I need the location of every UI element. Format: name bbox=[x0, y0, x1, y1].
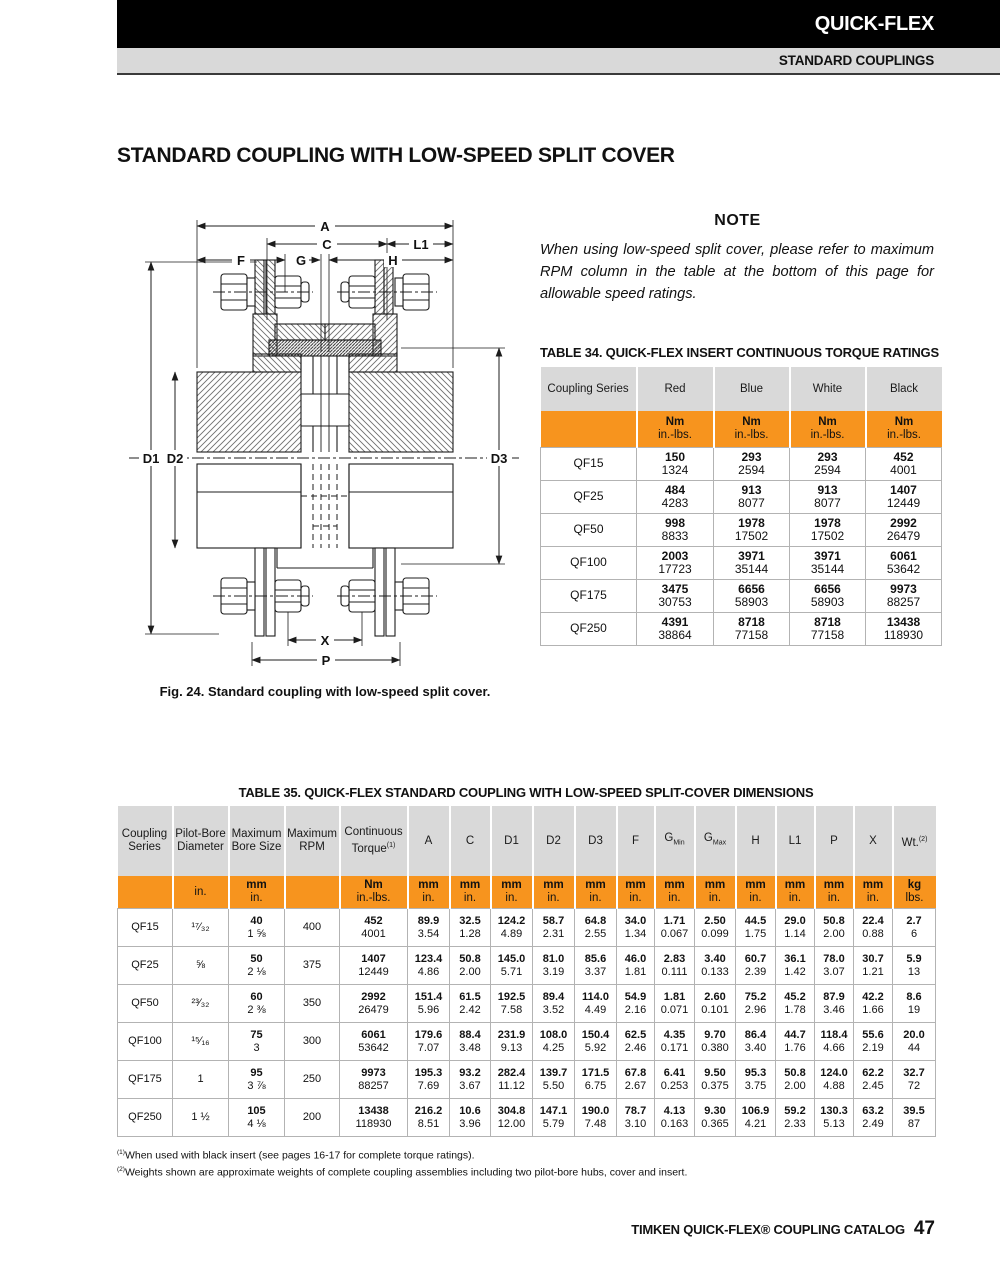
value-cell: 58.7 2.31 bbox=[533, 909, 575, 947]
value-cell: 30.7 1.21 bbox=[854, 947, 893, 985]
value-cell: 40 1 ⅝ bbox=[229, 909, 285, 947]
top-bolts bbox=[221, 274, 429, 310]
value-cell: ⅝ bbox=[173, 947, 229, 985]
note-body: When using low-speed split cover, please refer to maximum RPM column in the table at the bottom of this page for allowable speed ratings. bbox=[540, 242, 934, 302]
value-cell: 78.7 3.10 bbox=[617, 1099, 655, 1137]
value-cell: 60 2 ⅜ bbox=[229, 985, 285, 1023]
col-header: Black bbox=[866, 367, 942, 411]
value-cell: 32.5 1.28 bbox=[450, 909, 491, 947]
series-cell: QF25 bbox=[118, 947, 173, 985]
value-cell: 1.71 0.067 bbox=[655, 909, 695, 947]
value-cell: 4.13 0.163 bbox=[655, 1099, 695, 1137]
value-cell: 913 8077 bbox=[790, 481, 866, 514]
value-cell: 10.6 3.96 bbox=[450, 1099, 491, 1137]
footnote: $^{(1)}$When used with black insert (see pages 16-17 for complete torque ratings). bbox=[117, 1149, 475, 1162]
value-cell: 123.4 4.86 bbox=[408, 947, 450, 985]
value-cell: 913 8077 bbox=[714, 481, 790, 514]
section-title: STANDARD COUPLINGS bbox=[778, 53, 934, 68]
value-cell: 75 3 bbox=[229, 1023, 285, 1061]
series-cell: QF175 bbox=[541, 580, 637, 613]
value-cell: 9.30 0.365 bbox=[695, 1099, 736, 1137]
units-cell: Nm in.-lbs. bbox=[714, 411, 790, 448]
units-cell: Nm in.-lbs. bbox=[790, 411, 866, 448]
units-cell: mm in. bbox=[450, 876, 491, 909]
units-cell: mm in. bbox=[736, 876, 776, 909]
value-cell: 2.83 0.111 bbox=[655, 947, 695, 985]
footnotes bbox=[117, 1146, 817, 1179]
value-cell: 452 4001 bbox=[866, 448, 942, 481]
col-header: A bbox=[408, 806, 450, 876]
dimensions-table bbox=[117, 806, 936, 1137]
coupling-cross-section-figure bbox=[115, 196, 535, 674]
value-cell: 59.2 2.33 bbox=[776, 1099, 815, 1137]
units-cell: mm in. bbox=[575, 876, 617, 909]
value-cell: 3.40 0.133 bbox=[695, 947, 736, 985]
col-header: D1 bbox=[491, 806, 533, 876]
hidden-lines bbox=[301, 464, 349, 548]
units-cell: mm in. bbox=[533, 876, 575, 909]
value-cell: 998 8833 bbox=[637, 514, 714, 547]
table-row bbox=[118, 985, 936, 1023]
col-header: F bbox=[617, 806, 655, 876]
value-cell: 13438 118930 bbox=[866, 613, 942, 646]
value-cell: 2992 26479 bbox=[866, 514, 942, 547]
col-header: Red bbox=[637, 367, 714, 411]
value-cell: 87.9 3.46 bbox=[815, 985, 854, 1023]
col-header: $G_{Min}$ bbox=[655, 806, 695, 876]
value-cell: 32.7 72 bbox=[893, 1061, 936, 1099]
value-cell: 67.8 2.67 bbox=[617, 1061, 655, 1099]
value-cell: 190.0 7.48 bbox=[575, 1099, 617, 1137]
units-cell: mm in. bbox=[655, 876, 695, 909]
table-row bbox=[541, 514, 942, 547]
table35-header-row bbox=[118, 806, 936, 876]
units-cell: mm in. bbox=[695, 876, 736, 909]
value-cell: 1407 12449 bbox=[340, 947, 408, 985]
value-cell: 304.8 12.00 bbox=[491, 1099, 533, 1137]
brand-title: QUICK-FLEX bbox=[814, 12, 934, 35]
value-cell: 2.50 0.099 bbox=[695, 909, 736, 947]
value-cell: 1 ½ bbox=[173, 1099, 229, 1137]
col-header: Coupling Series bbox=[541, 367, 637, 411]
value-cell: 62.2 2.45 bbox=[854, 1061, 893, 1099]
value-cell: 62.5 2.46 bbox=[617, 1023, 655, 1061]
table-row bbox=[541, 448, 942, 481]
table34-title: TABLE 34. QUICK-FLEX INSERT CONTINUOUS TORQUE RATINGS bbox=[540, 345, 939, 360]
value-cell: 39.5 87 bbox=[893, 1099, 936, 1137]
value-cell: 46.0 1.81 bbox=[617, 947, 655, 985]
col-header: D3 bbox=[575, 806, 617, 876]
value-cell: 1 bbox=[173, 1061, 229, 1099]
footnote: $^{(2)}$Weights shown are approximate weights of complete coupling assemblies including two pilot-bore hubs, cover and insert. bbox=[117, 1165, 688, 1178]
value-cell: 150 1324 bbox=[637, 448, 714, 481]
value-cell: 250 bbox=[285, 1061, 340, 1099]
col-header: Continuous Torque$^{(1)}$ bbox=[340, 806, 408, 876]
value-cell: 2003 17723 bbox=[637, 547, 714, 580]
value-cell: 81.0 3.19 bbox=[533, 947, 575, 985]
value-cell: 108.0 4.25 bbox=[533, 1023, 575, 1061]
series-cell: QF50 bbox=[118, 985, 173, 1023]
value-cell: 4391 38864 bbox=[637, 613, 714, 646]
value-cell: 89.4 3.52 bbox=[533, 985, 575, 1023]
value-cell: 75.2 2.96 bbox=[736, 985, 776, 1023]
value-cell: 3971 35144 bbox=[714, 547, 790, 580]
dim-g: G bbox=[295, 253, 307, 268]
dim-l1: L1 bbox=[413, 237, 429, 252]
value-cell: 6.41 0.253 bbox=[655, 1061, 695, 1099]
value-cell: 200 bbox=[285, 1099, 340, 1137]
units-cell: mm in. bbox=[617, 876, 655, 909]
units-cell: mm in. bbox=[229, 876, 285, 909]
value-cell: 78.0 3.07 bbox=[815, 947, 854, 985]
value-cell: 9.50 0.375 bbox=[695, 1061, 736, 1099]
value-cell: 60.7 2.39 bbox=[736, 947, 776, 985]
value-cell: 44.7 1.76 bbox=[776, 1023, 815, 1061]
dim-c: C bbox=[322, 237, 332, 252]
value-cell: 8.6 19 bbox=[893, 985, 936, 1023]
value-cell: 54.9 2.16 bbox=[617, 985, 655, 1023]
value-cell: 50.8 2.00 bbox=[776, 1061, 815, 1099]
table-row bbox=[118, 1099, 936, 1137]
series-cell: QF100 bbox=[541, 547, 637, 580]
col-header: Maximum Bore Size bbox=[229, 806, 285, 876]
bottom-bolts bbox=[221, 578, 429, 614]
value-cell: 44.5 1.75 bbox=[736, 909, 776, 947]
units-cell: mm in. bbox=[408, 876, 450, 909]
value-cell: 3971 35144 bbox=[790, 547, 866, 580]
value-cell: 29.0 1.14 bbox=[776, 909, 815, 947]
value-cell: 293 2594 bbox=[790, 448, 866, 481]
units-cell: mm in. bbox=[491, 876, 533, 909]
value-cell: 124.0 4.88 bbox=[815, 1061, 854, 1099]
value-cell: 6061 53642 bbox=[866, 547, 942, 580]
col-header: Pilot-Bore Diameter bbox=[173, 806, 229, 876]
series-cell: QF175 bbox=[118, 1061, 173, 1099]
value-cell: 139.7 5.50 bbox=[533, 1061, 575, 1099]
value-cell: 195.3 7.69 bbox=[408, 1061, 450, 1099]
units-cell: mm in. bbox=[815, 876, 854, 909]
value-cell: 282.4 11.12 bbox=[491, 1061, 533, 1099]
value-cell: 1.81 0.071 bbox=[655, 985, 695, 1023]
value-cell: 2.60 0.101 bbox=[695, 985, 736, 1023]
value-cell: 4.35 0.171 bbox=[655, 1023, 695, 1061]
col-header: Blue bbox=[714, 367, 790, 411]
value-cell: 1978 17502 bbox=[790, 514, 866, 547]
series-cell: QF15 bbox=[541, 448, 637, 481]
table34-units-row bbox=[541, 411, 942, 448]
units-cell: mm in. bbox=[776, 876, 815, 909]
value-cell: 13438 118930 bbox=[340, 1099, 408, 1137]
col-header: P bbox=[815, 806, 854, 876]
units-cell bbox=[285, 876, 340, 909]
table-row bbox=[541, 547, 942, 580]
value-cell: 231.9 9.13 bbox=[491, 1023, 533, 1061]
units-cell: Nm in.-lbs. bbox=[866, 411, 942, 448]
page-footer bbox=[631, 1218, 935, 1240]
units-cell: kg lbs. bbox=[893, 876, 936, 909]
value-cell: 6061 53642 bbox=[340, 1023, 408, 1061]
figure-caption: Fig. 24. Standard coupling with low-speed split cover. bbox=[159, 684, 491, 699]
value-cell: 2992 26479 bbox=[340, 985, 408, 1023]
col-header: Coupling Series bbox=[118, 806, 173, 876]
value-cell: 36.1 1.42 bbox=[776, 947, 815, 985]
value-cell: 22.4 0.88 bbox=[854, 909, 893, 947]
value-cell: 95 3 ⅞ bbox=[229, 1061, 285, 1099]
value-cell: 9973 88257 bbox=[866, 580, 942, 613]
value-cell: 6656 58903 bbox=[714, 580, 790, 613]
value-cell: 93.2 3.67 bbox=[450, 1061, 491, 1099]
value-cell: 88.4 3.48 bbox=[450, 1023, 491, 1061]
value-cell: 45.2 1.78 bbox=[776, 985, 815, 1023]
table-row bbox=[541, 481, 942, 514]
value-cell: 50.8 2.00 bbox=[815, 909, 854, 947]
value-cell: 150.4 5.92 bbox=[575, 1023, 617, 1061]
value-cell: 50.8 2.00 bbox=[450, 947, 491, 985]
value-cell: 124.2 4.89 bbox=[491, 909, 533, 947]
value-cell: 179.6 7.07 bbox=[408, 1023, 450, 1061]
footer-page-number: 47 bbox=[913, 1218, 935, 1239]
col-header: H bbox=[736, 806, 776, 876]
value-cell: 85.6 3.37 bbox=[575, 947, 617, 985]
value-cell: 95.3 3.75 bbox=[736, 1061, 776, 1099]
torque-ratings-table bbox=[540, 367, 942, 646]
series-cell: QF250 bbox=[541, 613, 637, 646]
value-cell: 8718 77158 bbox=[714, 613, 790, 646]
value-cell: 375 bbox=[285, 947, 340, 985]
value-cell: 105 4 ⅛ bbox=[229, 1099, 285, 1137]
value-cell: 114.0 4.49 bbox=[575, 985, 617, 1023]
dim-h: H bbox=[388, 253, 398, 268]
value-cell: 55.6 2.19 bbox=[854, 1023, 893, 1061]
value-cell: 8718 77158 bbox=[790, 613, 866, 646]
value-cell: 6656 58903 bbox=[790, 580, 866, 613]
units-cell: Nm in.-lbs. bbox=[340, 876, 408, 909]
dim-d3: D3 bbox=[490, 451, 508, 466]
col-header: Wt.$^{(2)}$ bbox=[893, 806, 936, 876]
value-cell: 1407 12449 bbox=[866, 481, 942, 514]
value-cell: 130.3 5.13 bbox=[815, 1099, 854, 1137]
footer-catalog-title: TIMKEN QUICK-FLEX® COUPLING CATALOG bbox=[631, 1222, 905, 1237]
dim-d2: D2 bbox=[166, 451, 184, 466]
table-row bbox=[541, 580, 942, 613]
units-cell bbox=[541, 411, 637, 448]
value-cell: ²³⁄₃₂ bbox=[173, 985, 229, 1023]
value-cell: 192.5 7.58 bbox=[491, 985, 533, 1023]
value-cell: 64.8 2.55 bbox=[575, 909, 617, 947]
dim-p: P bbox=[321, 653, 331, 668]
value-cell: 106.9 4.21 bbox=[736, 1099, 776, 1137]
dim-a: A bbox=[320, 219, 330, 234]
dim-f: F bbox=[237, 253, 245, 268]
table35-units-row bbox=[118, 876, 936, 909]
value-cell: 171.5 6.75 bbox=[575, 1061, 617, 1099]
units-cell: Nm in.-lbs. bbox=[637, 411, 714, 448]
dimension-labels bbox=[139, 219, 512, 668]
col-header: C bbox=[450, 806, 491, 876]
table-row bbox=[118, 1023, 936, 1061]
value-cell: 484 4283 bbox=[637, 481, 714, 514]
value-cell: 9973 88257 bbox=[340, 1061, 408, 1099]
top-brand-bar bbox=[117, 0, 1000, 48]
table-row bbox=[118, 947, 936, 985]
value-cell: 1978 17502 bbox=[714, 514, 790, 547]
table35-title: TABLE 35. QUICK-FLEX STANDARD COUPLING WITH LOW-SPEED SPLIT-COVER DIMENSIONS bbox=[238, 785, 814, 800]
table-row bbox=[118, 1061, 936, 1099]
dim-x: X bbox=[320, 633, 330, 648]
value-cell: 147.1 5.79 bbox=[533, 1099, 575, 1137]
col-header: Maximum RPM bbox=[285, 806, 340, 876]
note-title: NOTE bbox=[714, 212, 761, 229]
value-cell: 3475 30753 bbox=[637, 580, 714, 613]
value-cell: 89.9 3.54 bbox=[408, 909, 450, 947]
series-cell: QF50 bbox=[541, 514, 637, 547]
value-cell: 9.70 0.380 bbox=[695, 1023, 736, 1061]
series-cell: QF25 bbox=[541, 481, 637, 514]
table-row bbox=[118, 909, 936, 947]
value-cell: 2.7 6 bbox=[893, 909, 936, 947]
units-cell: in. bbox=[173, 876, 229, 909]
value-cell: 145.0 5.71 bbox=[491, 947, 533, 985]
col-header: D2 bbox=[533, 806, 575, 876]
value-cell: 63.2 2.49 bbox=[854, 1099, 893, 1137]
value-cell: 216.2 8.51 bbox=[408, 1099, 450, 1137]
value-cell: 20.0 44 bbox=[893, 1023, 936, 1061]
value-cell: 61.5 2.42 bbox=[450, 985, 491, 1023]
value-cell: 50 2 ⅛ bbox=[229, 947, 285, 985]
col-header: White bbox=[790, 367, 866, 411]
page-title: STANDARD COUPLING WITH LOW-SPEED SPLIT COVER bbox=[117, 144, 675, 167]
value-cell: 86.4 3.40 bbox=[736, 1023, 776, 1061]
value-cell: 118.4 4.66 bbox=[815, 1023, 854, 1061]
value-cell: ¹⁵⁄₁₆ bbox=[173, 1023, 229, 1061]
value-cell: ¹⁷⁄₃₂ bbox=[173, 909, 229, 947]
table34-header-row bbox=[541, 367, 942, 411]
insert-cross-section bbox=[301, 356, 349, 452]
table-row bbox=[541, 613, 942, 646]
value-cell: 5.9 13 bbox=[893, 947, 936, 985]
value-cell: 400 bbox=[285, 909, 340, 947]
value-cell: 293 2594 bbox=[714, 448, 790, 481]
series-cell: QF250 bbox=[118, 1099, 173, 1137]
value-cell: 452 4001 bbox=[340, 909, 408, 947]
value-cell: 42.2 1.66 bbox=[854, 985, 893, 1023]
coupling-diagram bbox=[115, 196, 535, 674]
value-cell: 34.0 1.34 bbox=[617, 909, 655, 947]
col-header: $G_{Max}$ bbox=[695, 806, 736, 876]
series-cell: QF15 bbox=[118, 909, 173, 947]
units-cell: mm in. bbox=[854, 876, 893, 909]
col-header: X bbox=[854, 806, 893, 876]
value-cell: 151.4 5.96 bbox=[408, 985, 450, 1023]
value-cell: 300 bbox=[285, 1023, 340, 1061]
value-cell: 350 bbox=[285, 985, 340, 1023]
section-bar bbox=[117, 48, 1000, 75]
units-cell bbox=[118, 876, 173, 909]
dim-d1: D1 bbox=[142, 451, 160, 466]
col-header: L1 bbox=[776, 806, 815, 876]
series-cell: QF100 bbox=[118, 1023, 173, 1061]
